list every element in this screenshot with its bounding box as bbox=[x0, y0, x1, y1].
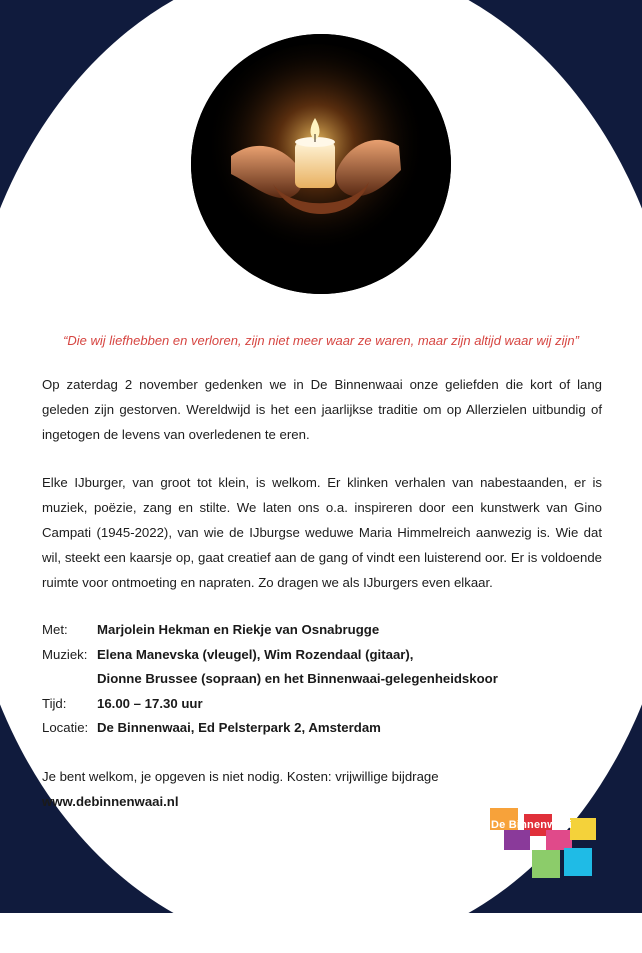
candle-in-hands-photo bbox=[191, 34, 451, 294]
details-label: Met: bbox=[42, 622, 68, 637]
logo-text: De Binnenwaai bbox=[491, 819, 572, 831]
details-label: Locatie: bbox=[42, 720, 89, 735]
details-value: De Binnenwaai, Ed Pelsterpark 2, Amsterdam bbox=[97, 720, 381, 735]
quote-text: “Die wij liefhebben en verloren, zijn niet meer waar ze waren, maar zijn altijd waar wij zijn” bbox=[63, 333, 579, 348]
details-row-tijd bbox=[42, 692, 602, 717]
website-link[interactable]: www.debinnenwaai.nl bbox=[42, 794, 179, 809]
binnenwaai-logo bbox=[488, 806, 598, 880]
details-label: Muziek: bbox=[42, 646, 88, 662]
details-row-locatie bbox=[42, 716, 602, 741]
welcome-paragraph: Elke IJburger, van groot tot klein, is welkom. Er klinken verhalen van nabestaanden, er is muziek, poëzie, zang en stilte. We laten ons o.a. inspireren door een kunstwerk van Gino Campati (1945-2022), van wie de IJburgse weduwe Maria Himmelreich aanwezig is. Wie dat wil, steekt een kaarsje op, gaat creatief aan de gang of vindt een luisterend oor. Er is voldoende ruimte voor ontmoeting en napraten. Zo dragen we als IJburgers even elkaar. bbox=[42, 475, 602, 590]
details-value: Marjolein Hekman en Riekje van Osnabrugge bbox=[97, 622, 380, 637]
details-row-muziek-cont bbox=[42, 667, 602, 692]
event-details bbox=[42, 618, 602, 741]
details-label bbox=[42, 667, 97, 692]
details-value: Dionne Brussee (sopraan) en het Binnenwaai-gelegenheidskoor bbox=[97, 671, 498, 686]
details-row-met bbox=[42, 618, 602, 643]
details-value: 16.00 – 17.30 uur bbox=[97, 695, 203, 711]
intro-paragraph: Op zaterdag 2 november gedenken we in De Binnenwaai onze geliefden die kort of lang geleden zijn gestorven. Wereldwijd is het een jaarlijkse traditie om op Allerzielen uitbundig of ingetogen de levens van overledenen te eren. bbox=[42, 377, 602, 442]
footer bbox=[42, 764, 439, 814]
registration-note: Je bent welkom, je opgeven is niet nodig. Kosten: vrijwillige bijdrage bbox=[42, 769, 439, 784]
details-row-muziek bbox=[42, 643, 602, 668]
details-label: Tijd: bbox=[42, 695, 67, 711]
details-value: Elena Manevska (vleugel), Wim Rozendaal (gitaar), bbox=[97, 646, 414, 662]
